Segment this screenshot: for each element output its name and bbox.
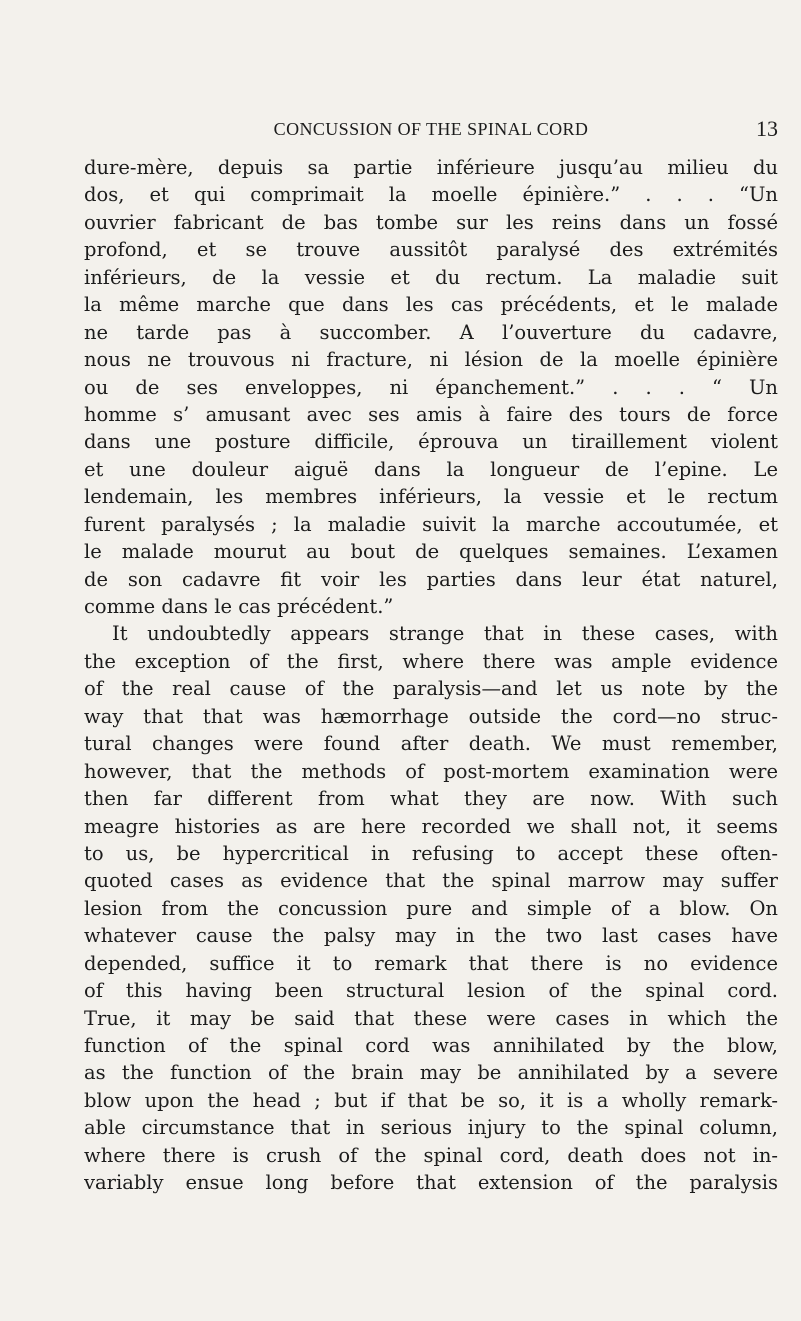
text-line: quoted cases as evidence that the spinal marrow may suffer [84, 869, 778, 893]
text-line: ouvrier fabricant de bas tombe sur les reins dans un fossé [84, 210, 778, 234]
text-line: ou de ses enveloppes, ni épanchement.” . . . “ Un [84, 375, 778, 399]
text-line: then far different from what they are now. With such [84, 787, 778, 811]
text-line: able circumstance that in serious injury to the spinal column, [84, 1116, 778, 1140]
text-line: whatever cause the palsy may in the two last cases have [84, 924, 778, 948]
text-line: la même marche que dans les cas précédents, et le malade [84, 293, 778, 317]
text-line: le malade mourut au bout de quelques semaines. L’examen [84, 540, 778, 564]
running-head [84, 115, 778, 143]
text-line: the exception of the first, where there was ample evidence [84, 649, 778, 673]
running-title: CONCUSSION OF THE SPINAL CORD [273, 119, 589, 139]
text-line: meagre histories as are here recorded we shall not, it seems [84, 814, 778, 838]
text-line: comme dans le cas précédent.” [84, 595, 394, 618]
text-line: homme s’ amusant avec ses amis à faire des tours de force [84, 402, 778, 426]
text-line: to us, be hypercritical in refusing to accept these often- [84, 841, 778, 865]
text-line: profond, et se trouve aussitôt paralysé des extrémités [84, 238, 778, 262]
text-line: dure-mère, depuis sa partie inférieure jusqu’au milieu du [84, 156, 778, 179]
text-line: It undoubtedly appears strange that in these cases, with [112, 622, 778, 646]
body-text [84, 154, 778, 1197]
text-line: where there is crush of the spinal cord, death does not in- [84, 1143, 778, 1167]
text-line: inférieurs, de la vessie et du rectum. La maladie suit [84, 265, 778, 289]
text-line: way that that was hæmorrhage outside the cord—no struc- [84, 704, 778, 728]
text-line: de son cadavre fit voir les parties dans leur état naturel, [84, 567, 778, 591]
text-line: dans une posture difficile, éprouva un tiraillement violent [84, 430, 778, 454]
text-line: however, that the methods of post-mortem examination were [84, 759, 778, 783]
text-line: depended, suffice it to remark that there is no evidence [84, 951, 778, 975]
text-line: furent paralysés ; la maladie suivit la marche accoutumée, et [84, 512, 778, 536]
text-line: lendemain, les membres inférieurs, la vessie et le rectum [84, 485, 778, 509]
text-line: et une douleur aiguë dans la longueur de l’epine. Le [84, 457, 778, 481]
text-line: nous ne trouvous ni fracture, ni lésion de la moelle épinière [84, 348, 778, 372]
text-line: lesion from the concussion pure and simple of a blow. On [84, 896, 778, 920]
text-line: of the real cause of the paralysis—and let us note by the [84, 677, 778, 701]
text-line: function of the spinal cord was annihilated by the blow, [84, 1034, 778, 1057]
text-line: ne tarde pas à succomber. A l’ouverture du cadavre, [84, 320, 778, 344]
text-line: tural changes were found after death. We must remember, [84, 732, 778, 756]
text-line: blow upon the head ; but if that be so, it is a wholly remark- [84, 1088, 778, 1112]
text-line: as the function of the brain may be annihilated by a severe [84, 1061, 778, 1085]
text-line: True, it may be said that these were cases in which the [84, 1006, 778, 1030]
page-number: 13 [756, 116, 778, 141]
text-line: variably ensue long before that extension of the paralysis [84, 1171, 778, 1195]
text-line: of this having been structural lesion of the spinal cord. [84, 979, 778, 1003]
text-line: dos, et qui comprimait la moelle épinière.” . . . “Un [84, 183, 778, 207]
